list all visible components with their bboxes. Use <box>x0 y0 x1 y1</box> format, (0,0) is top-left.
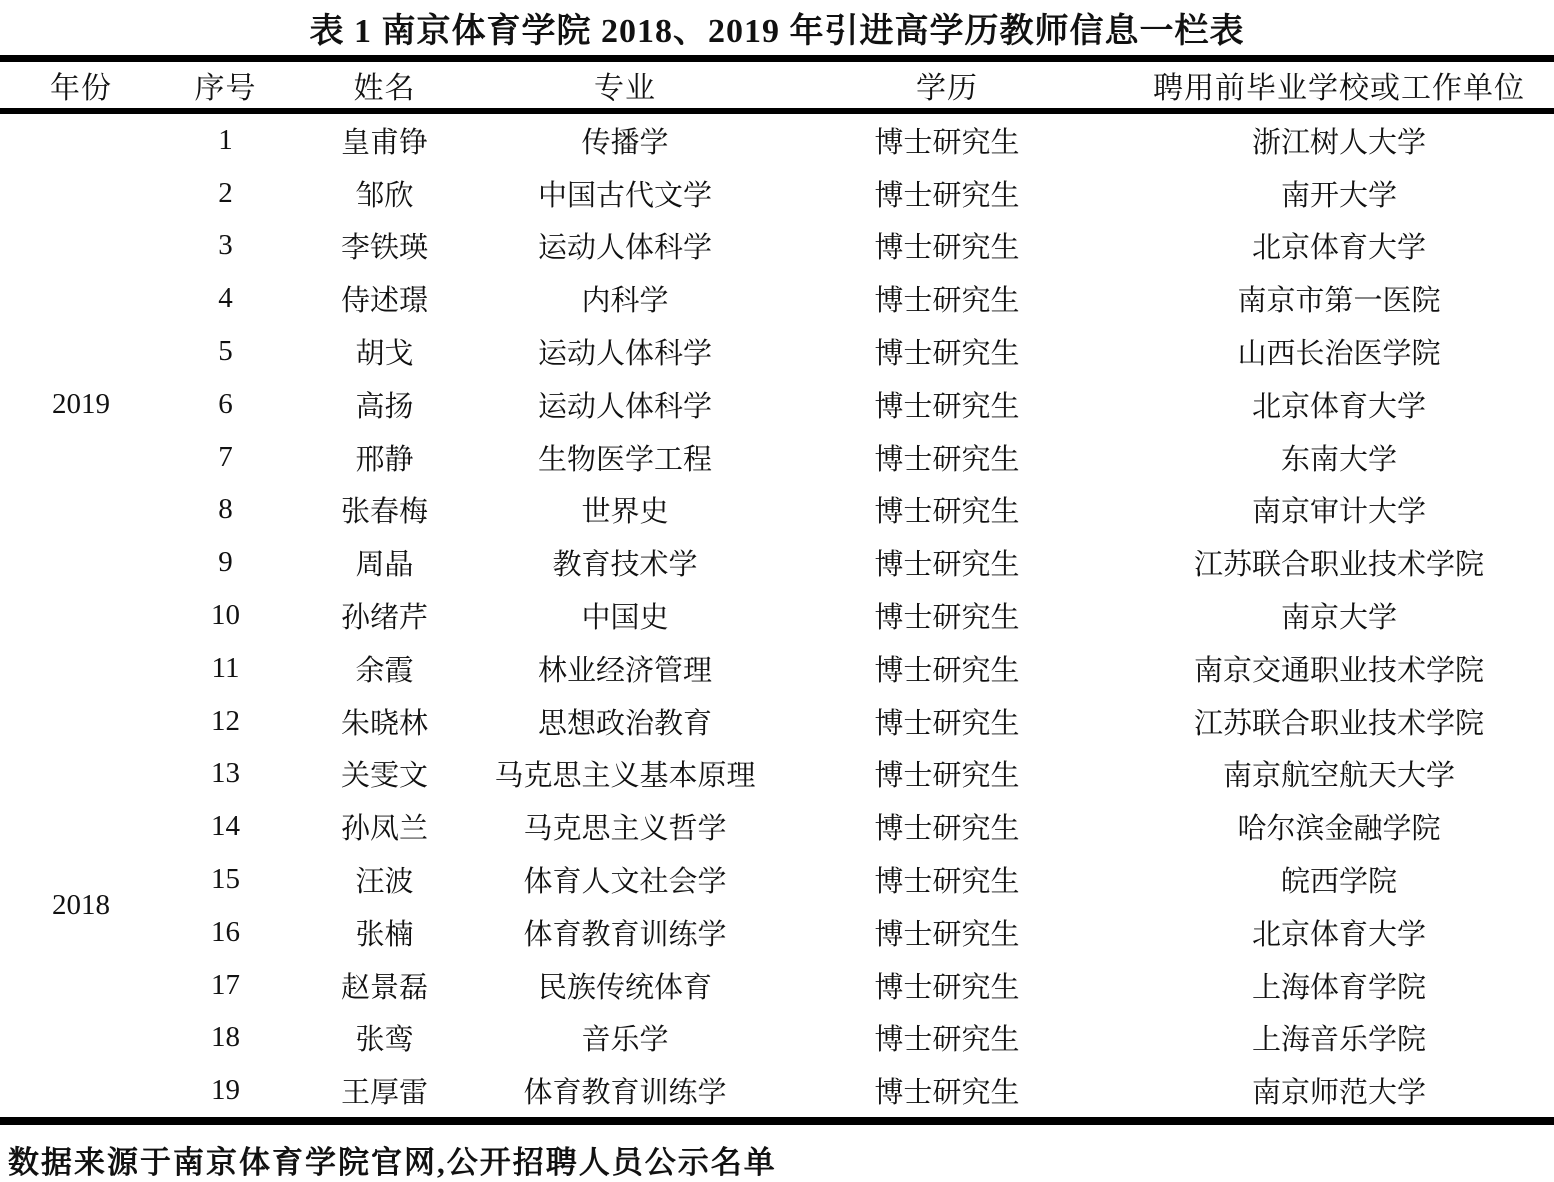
cell-major: 运动人体科学 <box>537 232 712 265</box>
cell-origin: 北京体育大学 <box>1251 390 1426 423</box>
cell-major: 内科学 <box>581 285 669 318</box>
data-source-note: 数据来源于南京体育学院官网,公开招聘人员公示名单 <box>8 1145 777 1181</box>
cell-name: 朱晓林 <box>340 707 428 740</box>
cell-degree: 博士研究生 <box>874 285 1020 318</box>
table-row <box>0 220 1554 273</box>
cell-origin: 江苏联合职业技术学院 <box>1193 707 1484 740</box>
cell-name: 张春梅 <box>340 496 428 529</box>
cell-name: 邢静 <box>355 443 414 476</box>
col-header-origin: 聘用前毕业学校或工作单位 <box>1153 72 1525 105</box>
cell-origin: 上海音乐学院 <box>1251 1024 1426 1057</box>
cell-degree: 博士研究生 <box>874 1024 1020 1057</box>
cell-no: 19 <box>211 1074 240 1107</box>
cell-degree: 博士研究生 <box>874 496 1020 529</box>
cell-major: 体育人文社会学 <box>523 866 727 899</box>
cell-name: 余霞 <box>355 654 414 687</box>
cell-no: 13 <box>211 757 240 790</box>
cell-no: 8 <box>218 493 233 526</box>
table-row <box>0 906 1554 959</box>
cell-degree: 博士研究生 <box>874 232 1020 265</box>
table-row <box>0 111 1554 167</box>
cell-no: 7 <box>218 440 233 473</box>
cell-degree: 博士研究生 <box>874 971 1020 1004</box>
cell-year: 2018 <box>52 889 110 922</box>
cell-degree: 博士研究生 <box>874 390 1020 423</box>
cell-degree: 博士研究生 <box>874 654 1020 687</box>
teachers-table <box>0 55 1554 1125</box>
table-header <box>0 59 1554 112</box>
cell-major: 民族传统体育 <box>537 971 712 1004</box>
cell-major: 思想政治教育 <box>537 707 712 740</box>
cell-name: 侍述璟 <box>340 285 428 318</box>
cell-origin: 东南大学 <box>1280 443 1397 476</box>
cell-origin: 哈尔滨金融学院 <box>1237 813 1441 846</box>
cell-name: 张楠 <box>355 918 414 951</box>
cell-degree: 博士研究生 <box>874 813 1020 846</box>
cell-origin: 皖西学院 <box>1280 866 1397 899</box>
cell-no: 12 <box>211 704 240 737</box>
cell-name: 邹欣 <box>355 179 414 212</box>
cell-major: 运动人体科学 <box>537 390 712 423</box>
cell-major: 马克思主义哲学 <box>523 813 727 846</box>
cell-major: 中国古代文学 <box>537 179 712 212</box>
cell-no: 5 <box>218 335 233 368</box>
cell-no: 17 <box>211 968 240 1001</box>
cell-origin: 南京交通职业技术学院 <box>1193 654 1484 687</box>
cell-name: 关雯文 <box>340 760 428 793</box>
cell-degree: 博士研究生 <box>874 760 1020 793</box>
col-header-year: 年份 <box>50 72 112 105</box>
cell-name: 高扬 <box>355 390 414 423</box>
table-row <box>0 536 1554 589</box>
table-row <box>0 167 1554 220</box>
cell-no: 10 <box>211 599 240 632</box>
cell-name: 汪波 <box>355 866 414 899</box>
table-body <box>0 111 1554 1121</box>
cell-degree: 博士研究生 <box>874 918 1020 951</box>
cell-origin: 北京体育大学 <box>1251 232 1426 265</box>
table-row <box>0 1012 1554 1065</box>
cell-origin: 江苏联合职业技术学院 <box>1193 549 1484 582</box>
cell-no: 4 <box>218 282 233 315</box>
table-row <box>0 1064 1554 1121</box>
cell-origin: 上海体育学院 <box>1251 971 1426 1004</box>
table-row <box>0 325 1554 378</box>
table-row <box>0 959 1554 1012</box>
cell-major: 教育技术学 <box>552 549 698 582</box>
table-row <box>0 642 1554 695</box>
table-row <box>0 800 1554 853</box>
cell-name: 孙凤兰 <box>340 813 428 846</box>
cell-origin: 南京航空航天大学 <box>1222 760 1455 793</box>
cell-name: 胡戈 <box>355 338 414 371</box>
cell-name: 孙绪芹 <box>340 602 428 635</box>
cell-degree: 博士研究生 <box>874 338 1020 371</box>
cell-major: 中国史 <box>581 602 669 635</box>
col-header-no: 序号 <box>194 72 257 105</box>
cell-no: 11 <box>211 651 240 684</box>
table-row <box>0 272 1554 325</box>
cell-origin: 南京审计大学 <box>1251 496 1426 529</box>
cell-year: 2019 <box>52 387 110 420</box>
cell-origin: 南京师范大学 <box>1251 1077 1426 1110</box>
cell-major: 林业经济管理 <box>537 654 712 687</box>
cell-no: 15 <box>211 863 240 896</box>
cell-degree: 博士研究生 <box>874 707 1020 740</box>
cell-degree: 博士研究生 <box>874 126 1020 159</box>
table-row <box>0 589 1554 642</box>
cell-degree: 博士研究生 <box>874 602 1020 635</box>
cell-no: 14 <box>211 810 240 843</box>
header-row <box>0 59 1554 112</box>
table-row <box>0 748 1554 801</box>
cell-name: 赵景磊 <box>340 971 428 1004</box>
cell-no: 2 <box>218 176 233 209</box>
cell-no: 3 <box>218 229 233 262</box>
cell-name: 皇甫铮 <box>340 126 428 159</box>
cell-major: 世界史 <box>581 496 669 529</box>
cell-major: 音乐学 <box>581 1024 669 1057</box>
cell-no: 6 <box>218 387 233 420</box>
cell-degree: 博士研究生 <box>874 443 1020 476</box>
cell-origin: 南京大学 <box>1280 602 1397 635</box>
cell-origin: 山西长治医学院 <box>1237 338 1441 371</box>
cell-degree: 博士研究生 <box>874 866 1020 899</box>
table-row <box>0 695 1554 748</box>
cell-origin: 南京市第一医院 <box>1237 285 1441 318</box>
cell-name: 周晶 <box>355 549 414 582</box>
table-title: 表 1 南京体育学院 2018、2019 年引进高学历教师信息一栏表 <box>309 13 1245 50</box>
cell-major: 体育教育训练学 <box>523 1077 727 1110</box>
col-header-major: 专业 <box>594 72 656 105</box>
table-row <box>0 853 1554 906</box>
cell-major: 传播学 <box>581 126 669 159</box>
col-header-degree: 学历 <box>916 72 978 105</box>
cell-degree: 博士研究生 <box>874 549 1020 582</box>
cell-origin: 浙江树人大学 <box>1251 126 1426 159</box>
table-row <box>0 484 1554 537</box>
cell-name: 李铁瑛 <box>340 232 428 265</box>
cell-no: 16 <box>211 915 240 948</box>
cell-origin: 北京体育大学 <box>1251 918 1426 951</box>
cell-major: 运动人体科学 <box>537 338 712 371</box>
cell-no: 18 <box>211 1021 240 1054</box>
table-row <box>0 431 1554 484</box>
cell-major: 生物医学工程 <box>537 443 712 476</box>
col-header-name: 姓名 <box>353 72 416 105</box>
cell-degree: 博士研究生 <box>874 1077 1020 1110</box>
cell-name: 王厚雷 <box>340 1077 428 1110</box>
cell-no: 1 <box>218 123 233 156</box>
cell-no: 9 <box>218 546 233 579</box>
table-row <box>0 378 1554 431</box>
cell-major: 体育教育训练学 <box>523 918 727 951</box>
cell-degree: 博士研究生 <box>874 179 1020 212</box>
cell-name: 张鸾 <box>355 1024 414 1057</box>
cell-major: 马克思主义基本原理 <box>494 760 756 793</box>
cell-origin: 南开大学 <box>1280 179 1397 212</box>
